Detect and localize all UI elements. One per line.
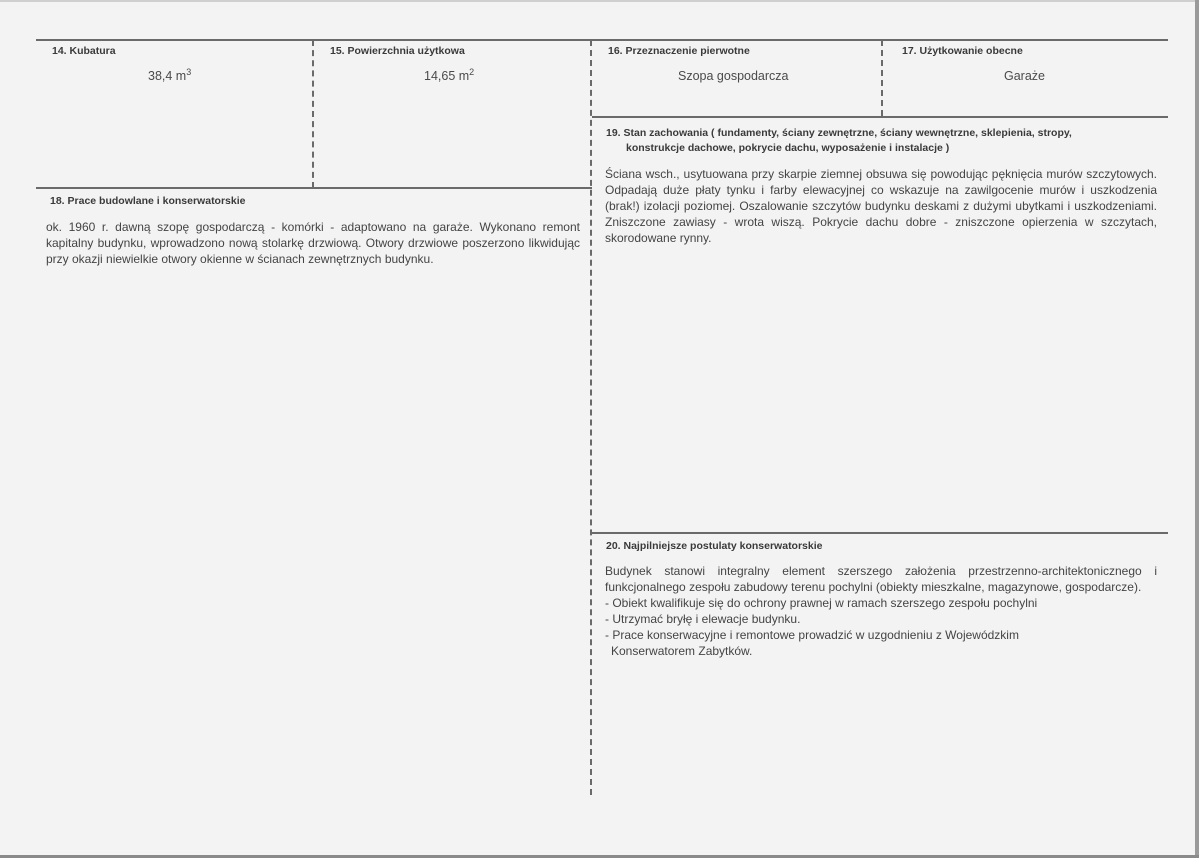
field-17-value: Garaże xyxy=(1004,69,1045,83)
kubatura-number: 38,4 m xyxy=(148,69,187,83)
postulaty-item-1: - Obiekt kwalifikuje się do ochrony prawnej w ramach szerszego zespołu pochylni xyxy=(605,596,1038,610)
postulaty-item-2: - Utrzymać bryłę i elewacje budynku. xyxy=(605,612,801,626)
postulaty-intro: Budynek stanowi integralny element szerszego założenia przestrzenno-architektonicznego i funkcjonalnego zespołu zabudowy terenu pochylni (obiekty mieszkalne, magazynowe, gospodarcze). xyxy=(605,564,1157,594)
field-18-text: ok. 1960 r. dawną szopę gospodarczą - komórki - adaptowano na garaże. Wykonano remont kapitalny budynku, wprowadzono nową stolarkę drzwiową. Otwory drzwiowe poszerzono likwidując przy okazji niewielkie otwory okienne w ścianach zewnętrznych budynku. xyxy=(46,220,580,266)
powierzchnia-exponent: 2 xyxy=(469,67,475,77)
page-top-edge xyxy=(0,0,1199,2)
divider-15-16 xyxy=(590,40,593,795)
divider-16-17 xyxy=(881,40,884,116)
field-19-text: Ściana wsch., usytuowana przy skarpie ziemnej obsuwa się powodując pęknięcia murów szczytowych. Odpadają duże płaty tynku i farby elewacyjnej co wskazuje na zawilgocenie murów i uszkodzenia (brak!) izolacji poziomej. Oszalowanie szczytów budynku deskami z dużymi ubytkami i uszkodzeniami. Zniszczone zawiasy - wrota wiszą. Pokrycie dachu dobre - zniszczone opierzenia w szczytach, skorodowane rynny. xyxy=(605,167,1157,245)
kubatura-exponent: 3 xyxy=(186,67,192,77)
field-17-label: 17. Użytkowanie obecne xyxy=(902,45,1023,57)
page-right-edge xyxy=(1195,0,1199,858)
field-16-label: 16. Przeznaczenie pierwotne xyxy=(608,45,750,57)
field-18-label: 18. Prace budowlane i konserwatorskie xyxy=(50,195,246,207)
divider-14-15 xyxy=(312,40,315,188)
powierzchnia-number: 14,65 m xyxy=(424,69,470,83)
section-19-top-rule xyxy=(592,116,1168,118)
postulaty-item-3: - Prace konserwacyjne i remontowe prowadzić w uzgodnieniu z Wojewódzkim xyxy=(605,628,1019,642)
field-16-value: Szopa gospodarcza xyxy=(678,69,789,83)
field-20-label: 20. Najpilniejsze postulaty konserwatorskie xyxy=(606,540,823,552)
postulaty-item-3-cont: Konserwatorem Zabytków. xyxy=(611,644,753,658)
field-15-value xyxy=(424,67,474,83)
field-19-label-line2: konstrukcje dachowe, pokrycie dachu, wyposażenie i instalacje ) xyxy=(626,142,950,154)
field-19-label-line1: 19. Stan zachowania ( fundamenty, ściany zewnętrzne, ściany wewnętrzne, sklepienia, stropy, xyxy=(606,127,1072,139)
field-20-content xyxy=(605,563,1157,659)
field-14-label: 14. Kubatura xyxy=(52,45,116,57)
section-20-top-rule xyxy=(592,532,1168,534)
field-14-value xyxy=(148,67,191,83)
field-15-label: 15. Powierzchnia użytkowa xyxy=(330,45,465,57)
top-rule xyxy=(36,39,1168,41)
